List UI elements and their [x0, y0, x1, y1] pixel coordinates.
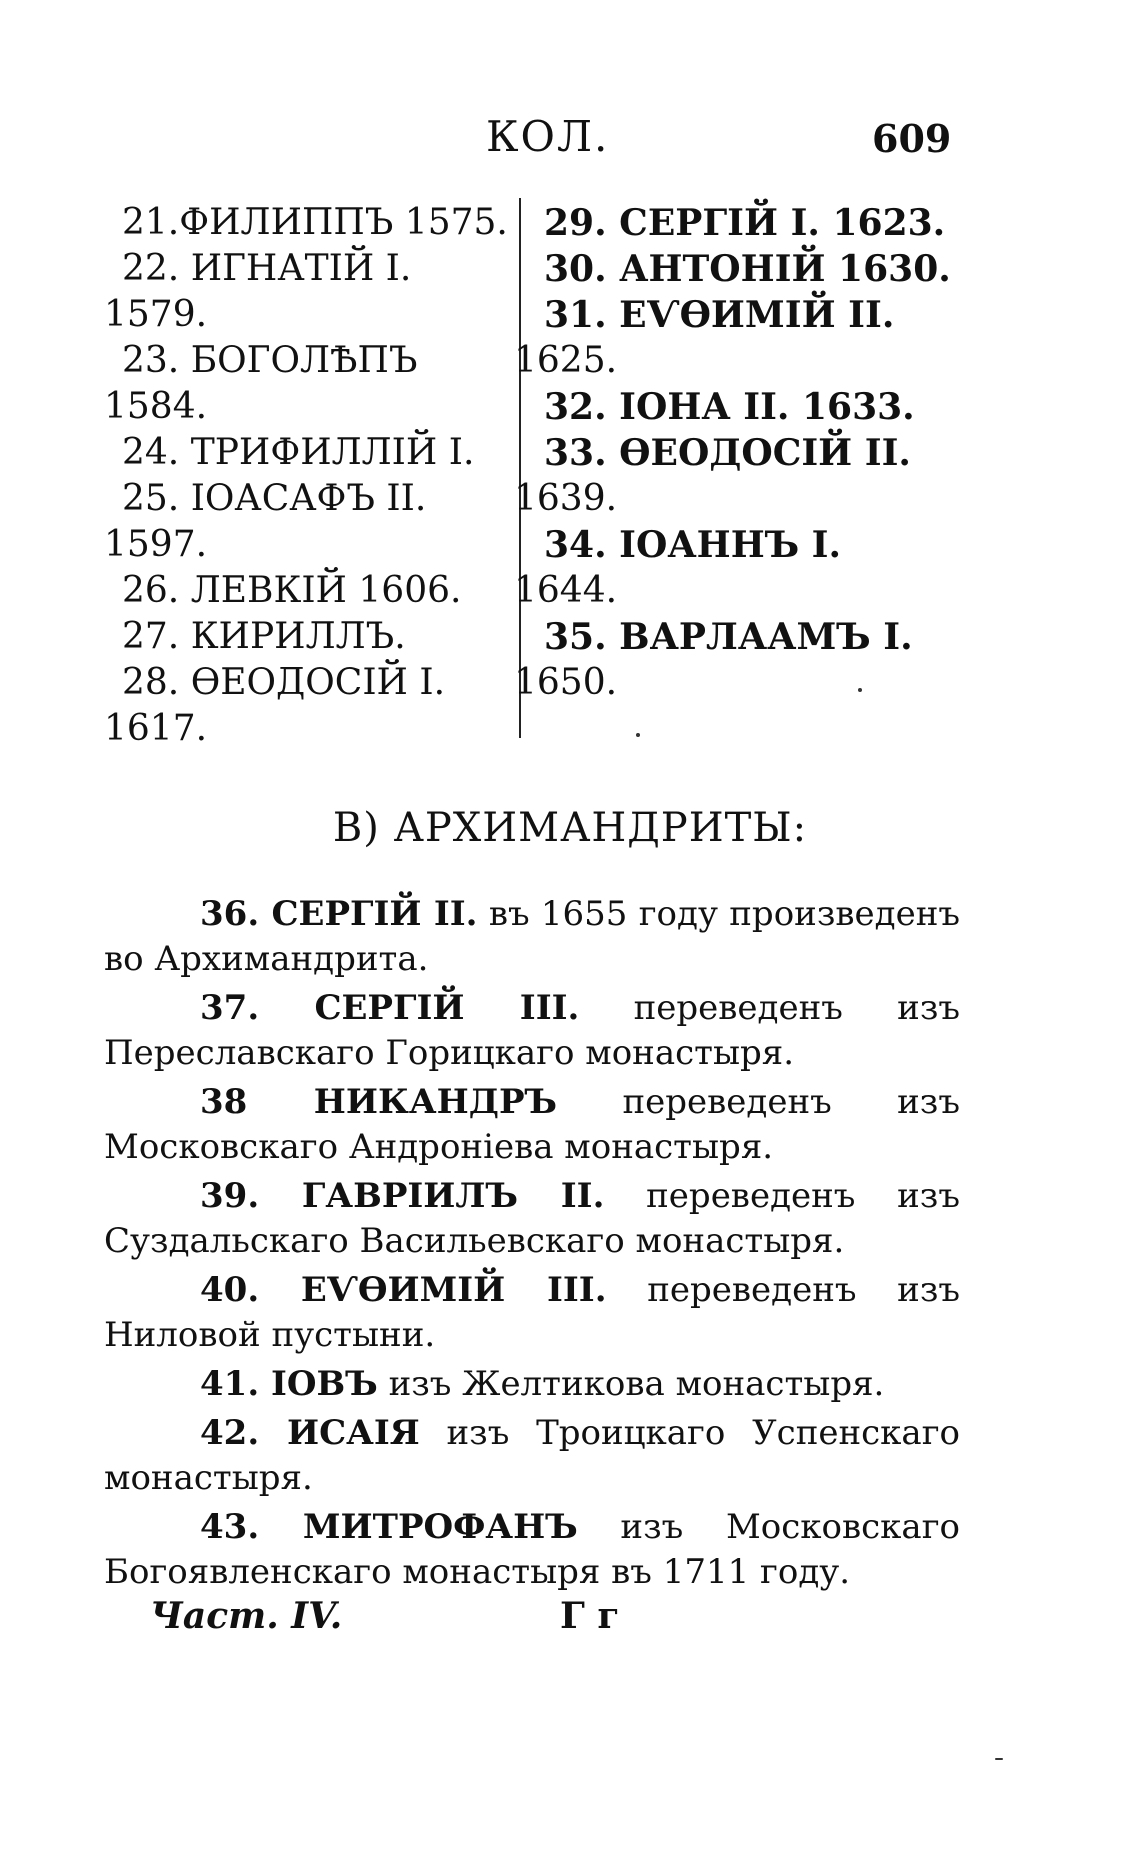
entry-label: 1625.: [514, 340, 618, 381]
entry-label: 1597.: [104, 524, 208, 565]
entry-text: изъ Троицкаго Успенскаго монастыря.: [104, 1413, 960, 1498]
right-column: [514, 200, 956, 706]
bishop-entry: [526, 522, 956, 568]
entry-label: 1650.: [514, 662, 618, 703]
entry-text: переведенъ изъ Переславскаго Горицкаго монастыря.: [104, 988, 960, 1073]
page-header: [0, 112, 1140, 172]
print-speck: [636, 733, 640, 737]
entry-label: 1584.: [104, 386, 208, 427]
bishop-entry: [104, 568, 504, 614]
bishop-entry: [104, 200, 508, 246]
entry-label: 31. ЕѴѲИМІЙ II.: [544, 294, 895, 336]
bishop-entry: [104, 476, 504, 522]
entry-label: 1617.: [104, 708, 208, 749]
signature-mark: Част. IV.: [150, 1595, 343, 1637]
entry-label: 35. ВАРЛААМЪ I.: [544, 616, 913, 658]
running-head: КОЛ.: [486, 112, 610, 161]
bishop-entry: [526, 200, 956, 246]
archimandrite-entry: [104, 1411, 960, 1501]
bishop-entry: [526, 292, 956, 338]
entry-text: изъ Московскаго Богоявленскаго монастыря въ 1711 году.: [104, 1507, 960, 1592]
left-column: [104, 200, 508, 752]
archimandrite-entry: [104, 1080, 960, 1170]
entry-label: 28. ѲЕОДОСІЙ I.: [122, 662, 446, 703]
entry-label: 21.ФИЛИППЪ 1575.: [122, 202, 508, 243]
year-line: [104, 522, 504, 568]
year-line: [104, 292, 504, 338]
entry-label: 1579.: [104, 294, 208, 335]
archimandrite-entry: [104, 1268, 960, 1358]
archimandrite-entry: [104, 1362, 960, 1407]
section-heading: В) АРХИМАНДРИТЫ:: [332, 805, 808, 851]
entry-label: 33. ѲЕОДОСІЙ II.: [544, 432, 911, 474]
entry-title: 41. IОВЪ: [200, 1364, 378, 1404]
bishop-entry: [104, 338, 504, 384]
year-line: [514, 476, 956, 522]
print-speck: [995, 1758, 1003, 1760]
entry-title: 39. ГАВРІИЛЪ II.: [200, 1176, 605, 1216]
entry-text: изъ Желтикова монастыря.: [388, 1364, 885, 1404]
entry-title: 40. ЕѴѲИМІЙ III.: [200, 1270, 607, 1310]
bishop-entry: [104, 660, 504, 706]
bishop-entry: [104, 246, 504, 292]
entry-title: 36. СЕРГІЙ II.: [200, 894, 478, 934]
entry-text: переведенъ изъ Московскаго Андроніева монастыря.: [104, 1082, 960, 1167]
year-line: [104, 706, 504, 752]
entry-label: 24. ТРИФИЛЛІЙ I.: [122, 432, 475, 473]
archimandrite-entry: [104, 892, 960, 982]
entry-title: 43. МИТРОФАНЪ: [200, 1507, 578, 1547]
entry-title: 37. СЕРГІЙ III.: [200, 988, 580, 1028]
bishop-entry: [104, 430, 504, 476]
entry-text: переведенъ изъ Суздальскаго Васильевскаго монастыря.: [104, 1176, 960, 1261]
entry-label: 1644.: [514, 570, 618, 611]
gathering-mark: Г г: [560, 1595, 620, 1637]
archimandrite-entry: [104, 1505, 960, 1595]
entry-label: 25. IОАСАФЪ II.: [122, 478, 427, 519]
bishop-entry: [526, 246, 956, 292]
entry-label: 22. ИГНАТІЙ I.: [122, 248, 412, 289]
bishop-entry: [526, 384, 956, 430]
year-line: [104, 384, 504, 430]
entry-label: 1639.: [514, 478, 618, 519]
entry-label: 27. КИРИЛЛЪ.: [122, 616, 406, 657]
year-line: [514, 660, 956, 706]
entry-label: 30. АНТОНІЙ 1630.: [544, 248, 951, 290]
column-divider: [519, 198, 521, 738]
entry-title: 38 НИКАНДРЪ: [200, 1082, 558, 1122]
bishop-entry: [104, 614, 504, 660]
entry-label: 26. ЛЕВКІЙ 1606.: [122, 570, 462, 611]
entry-title: 42. ИСАІЯ: [200, 1413, 420, 1453]
archimandrite-entry: [104, 1174, 960, 1264]
bishop-entry: [526, 614, 956, 660]
year-line: [514, 568, 956, 614]
archimandrite-entry: [104, 986, 960, 1076]
entry-text: переведенъ изъ Ниловой пустыни.: [104, 1270, 960, 1355]
entry-text: въ 1655 году произведенъ во Архимандрита.: [104, 894, 960, 979]
entry-label: 23. БОГОЛѢПЪ: [122, 340, 418, 381]
page-number: 609: [872, 116, 952, 161]
archimandrite-list: [104, 892, 960, 1599]
entry-label: 29. СЕРГІЙ I. 1623.: [544, 202, 946, 244]
page-footer: [150, 1595, 950, 1645]
entry-label: 34. IОАННЪ I.: [544, 524, 842, 566]
entry-label: 32. IОНА II. 1633.: [544, 386, 915, 428]
year-line: [514, 338, 956, 384]
bishop-entry: [526, 430, 956, 476]
print-speck: [858, 688, 862, 692]
